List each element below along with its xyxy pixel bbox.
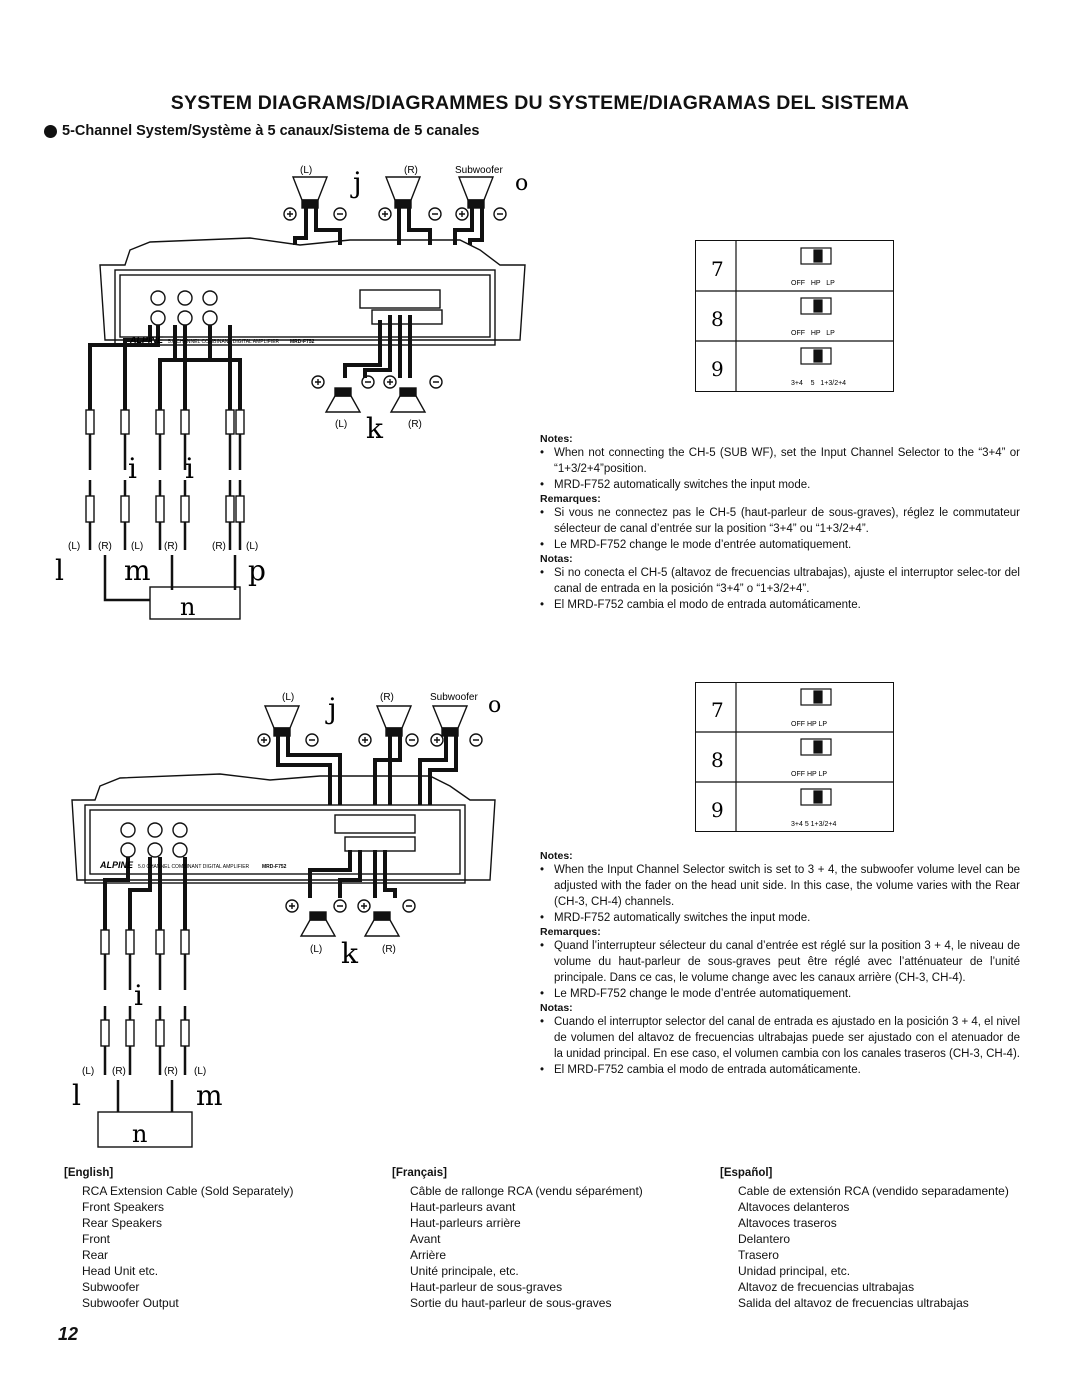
text-label: (L) <box>131 541 144 552</box>
text-label: (L) <box>82 1066 95 1077</box>
label-o-2: o <box>488 693 502 718</box>
text-label: • El MRD-F752 cambia el modo de entrada automáticamente. <box>540 1062 1020 1078</box>
text-label: Subwoofer <box>82 1280 140 1294</box>
rear-speaker-left-2 <box>301 912 335 936</box>
text-label: Rear Speakers <box>82 1216 163 1230</box>
text-label: Salida del altavoz de frecuencias ultrabajas <box>738 1296 969 1310</box>
text-label: Altavoces delanteros <box>738 1200 850 1214</box>
text-label: Arrière <box>410 1248 447 1262</box>
text-label: Front <box>82 1232 111 1246</box>
front-left-label-2: (L) <box>282 692 295 703</box>
text-label: Altavoz de frecuencias ultrabajas <box>738 1280 915 1294</box>
rear-speaker-left <box>326 388 360 412</box>
label-n-2: n <box>132 1120 148 1148</box>
section-title: 5-Channel System/Système à 5 canaux/Sistema de 5 canales <box>62 123 480 139</box>
text-label: Notes: <box>540 433 573 445</box>
text-label: • Quand l’interrupteur sélecteur du canal d’entrée est réglé sur la position 3 + 4, le niveau de volume du haut-parleur de sous-graves peut être réglé avec l’atténuateur de l’unité principale. Dans ce cas, le volume change avec les canaux arrière (CH-3, CH-4). <box>540 938 1020 986</box>
text-label: 8 <box>711 307 724 331</box>
text-label: Remarques: <box>540 493 601 505</box>
front-speaker-left <box>293 177 327 208</box>
label-j: j <box>353 166 362 199</box>
notes-2 <box>540 850 1020 1078</box>
label-n: n <box>180 593 196 621</box>
text-label: Rear <box>82 1248 109 1262</box>
text-label: Notas: <box>540 553 573 565</box>
text-label: 9 <box>711 798 724 822</box>
legend-french <box>392 1165 712 1311</box>
text-label: 3+4 5 1+3/2+4 <box>791 821 837 828</box>
text-label: (L) <box>246 541 259 552</box>
label-i-1: i <box>128 452 137 485</box>
front-speaker-left-2 <box>265 706 299 736</box>
front-left-label: (L) <box>300 165 313 176</box>
rear-right-label: (R) <box>408 419 422 430</box>
wiring-diagram-2 <box>0 680 540 1160</box>
text-label: [Français] <box>392 1167 447 1179</box>
text-label: (L) <box>194 1066 207 1077</box>
text-label: Altavoces traseros <box>738 1216 837 1230</box>
text-label: • MRD-F752 automatically switches the input mode. <box>540 910 1020 926</box>
rear-speaker-right-2 <box>365 912 399 936</box>
text-label: Avant <box>410 1232 441 1246</box>
label-l-2: l <box>72 1079 81 1112</box>
text-label: Remarques: <box>540 926 601 938</box>
text-label: Notes: <box>540 850 573 862</box>
text-label: (R) <box>164 541 178 552</box>
text-label: • Si vous ne connectez pas le CH-5 (haut-parleur de sous-graves), réglez le commutateur sélecteur de canal d’entrée sur la position “3+4” ou “1+3/2+4”. <box>540 505 1020 537</box>
front-speaker-right-2 <box>377 706 411 736</box>
amp-brand: ALPINE <box>130 335 164 345</box>
text-label: Unidad principal, etc. <box>738 1264 851 1278</box>
front-right-label: (R) <box>404 165 418 176</box>
text-label: (R) <box>98 541 112 552</box>
front-speaker-right <box>386 177 420 208</box>
label-i-2: i <box>185 452 194 485</box>
text-label: Front Speakers <box>82 1200 165 1214</box>
text-label: (R) <box>112 1066 126 1077</box>
text-label: • Le MRD-F752 change le mode d’entrée automatiquement. <box>540 537 1020 553</box>
text-label: • When the Input Channel Selector switch is set to 3 + 4, the subwoofer volume level can be adjusted with the fader on the head unit side. In this case, the volume varies with the Rear (CH-3, CH-4) channels. <box>540 862 1020 910</box>
text-label: • Le MRD-F752 change le mode d’entrée automatiquement. <box>540 986 1020 1002</box>
label-l: l <box>55 554 64 587</box>
text-label: OFF HP LP <box>791 721 828 728</box>
text-label: OFF HP LP <box>791 330 835 337</box>
amplifier-1 <box>100 238 525 345</box>
text-label: 9 <box>711 357 724 381</box>
switch-box-2 <box>695 682 894 832</box>
text-label: 8 <box>711 748 724 772</box>
text-label: Head Unit etc. <box>82 1264 159 1278</box>
text-label: • El MRD-F752 cambia el modo de entrada automáticamente. <box>540 597 1020 613</box>
text-label: Sortie du haut-parleur de sous-graves <box>410 1296 612 1310</box>
text-label: • When not connecting the CH-5 (SUB WF), set the Input Channel Selector to the “3+4” or “1+3/2+4”position. <box>540 445 1020 477</box>
amp-desc: 5.0 CHANNEL COMBINANT DIGITAL AMPLIFIER <box>168 339 280 345</box>
front-right-label-2: (R) <box>380 692 394 703</box>
text-label: • Si no conecta el CH-5 (altavoz de frecuencias ultrabajas), ajuste el interruptor selec-tor del canal de entrada en la posición “3+4” o “1+3/2+4”. <box>540 565 1020 597</box>
label-j-2: j <box>328 692 337 725</box>
text-label: (R) <box>164 1066 178 1077</box>
text-label: OFF HP LP <box>791 280 835 287</box>
rear-speaker-right <box>391 388 425 412</box>
amp-brand-2: ALPINE <box>100 860 134 870</box>
rca-plugs-top <box>86 410 244 434</box>
label-m: m <box>124 554 151 587</box>
text-label: Delantero <box>738 1232 791 1246</box>
text-label: 3+4 5 1+3/2+4 <box>791 380 847 387</box>
text-label: Haut-parleur de sous-graves <box>410 1280 563 1294</box>
text-label: Subwoofer Output <box>82 1296 179 1310</box>
wiring-diagram-1 <box>0 150 540 650</box>
text-label: 7 <box>711 698 724 722</box>
text-label: • Cuando el interruptor selector del canal de entrada es ajustado en la posición 3 + 4, el nivel de volumen del altavoz de frecuencias ultrabajas puede ser ajustado con el atenuador de la unidad principal. En ese caso, el volumen cambia con los canales traseros (CH-3, CH-4). <box>540 1014 1020 1062</box>
amp-model-2: MRD-F752 <box>262 864 287 870</box>
label-i-3: i <box>134 979 143 1012</box>
text-label: RCA Extension Cable (Sold Separately) <box>82 1184 294 1198</box>
text-label: [English] <box>64 1167 114 1179</box>
rca-plugs-bottom <box>86 496 244 522</box>
text-label: Notas: <box>540 1002 573 1014</box>
amp-desc-2: 5.0 CHANNEL COMBINANT DIGITAL AMPLIFIER <box>138 864 250 870</box>
switch-box-1 <box>695 240 894 392</box>
text-label: OFF HP LP <box>791 771 828 778</box>
subwoofer-speaker-2 <box>433 706 467 736</box>
legend-english <box>64 1165 384 1311</box>
text-label: Unité principale, etc. <box>410 1264 519 1278</box>
label-k-2: k <box>341 937 358 970</box>
subwoofer-label: Subwoofer <box>455 165 503 176</box>
text-label: [Español] <box>720 1167 773 1179</box>
label-p: p <box>248 554 266 587</box>
text-label: (L) <box>68 541 81 552</box>
text-label: 7 <box>711 257 724 281</box>
text-label: Cable de extensión RCA (vendido separadamente) <box>738 1184 1009 1198</box>
notes-1 <box>540 433 1020 613</box>
label-m-2: m <box>196 1079 223 1112</box>
subwoofer-speaker <box>459 177 493 208</box>
section-bullet <box>44 125 57 138</box>
label-k: k <box>366 412 383 445</box>
text-label: Câble de rallonge RCA (vendu séparément) <box>410 1184 643 1198</box>
page-number: 12 <box>58 1324 79 1344</box>
text-label: (R) <box>212 541 226 552</box>
rear-left-label: (L) <box>335 419 348 430</box>
subwoofer-label-2: Subwoofer <box>430 692 478 703</box>
page-title: SYSTEM DIAGRAMS/DIAGRAMMES DU SYSTEME/DIAGRAMAS DEL SISTEMA <box>170 92 910 114</box>
legend-spanish <box>720 1165 1040 1311</box>
label-o: o <box>515 171 529 196</box>
text-label: Haut-parleurs arrière <box>410 1216 521 1230</box>
rear-left-label-2: (L) <box>310 944 323 955</box>
text-label: • MRD-F752 automatically switches the input mode. <box>540 477 1020 493</box>
amp-model: MRD-F752 <box>290 339 315 345</box>
rear-right-label-2: (R) <box>382 944 396 955</box>
text-label: Haut-parleurs avant <box>410 1200 516 1214</box>
text-label: Trasero <box>738 1248 779 1262</box>
